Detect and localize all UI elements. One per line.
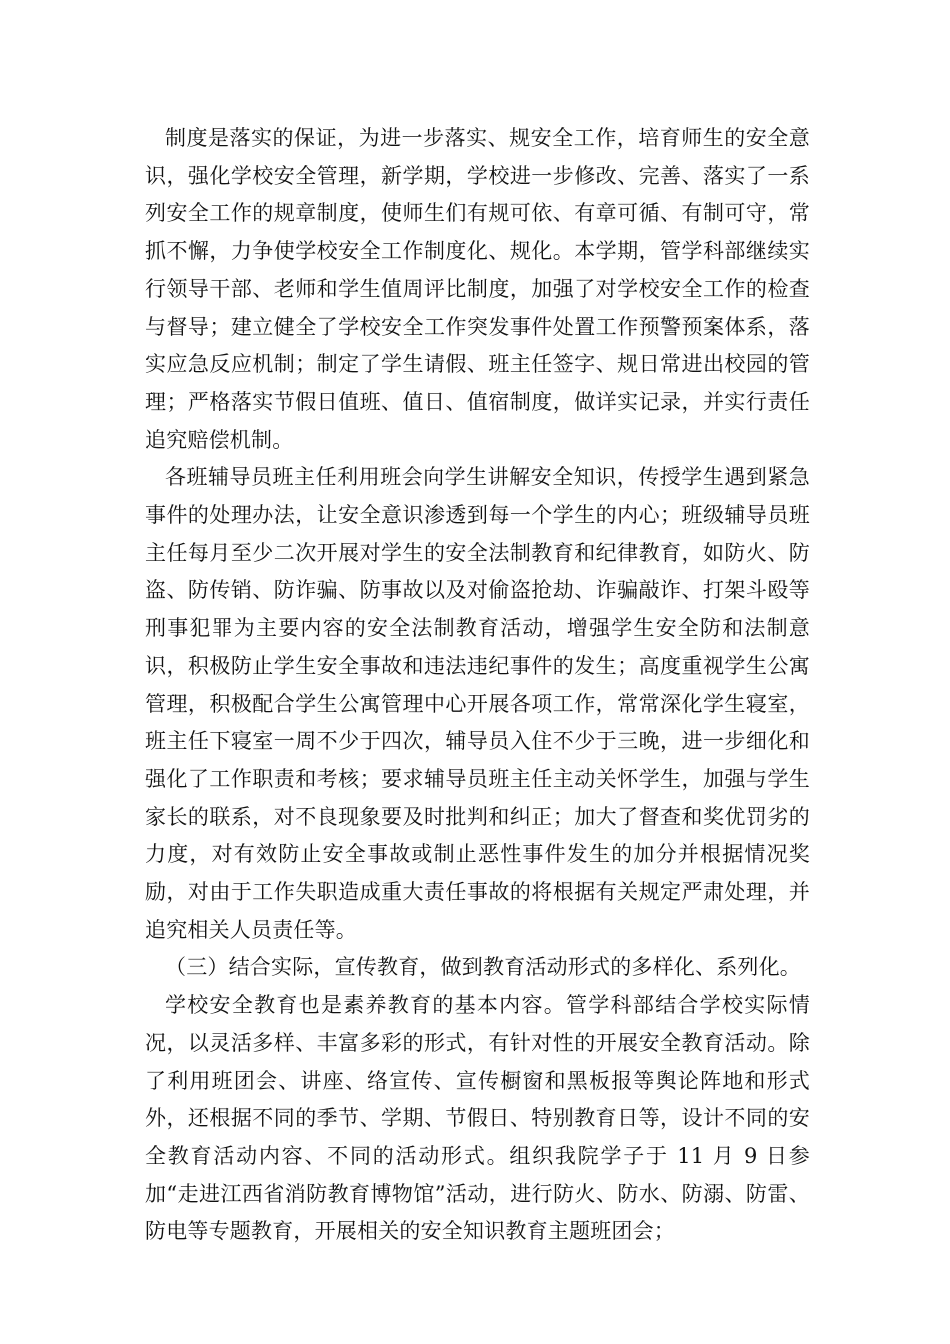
paragraph-class-education: 各班辅导员班主任利用班会向学生讲解安全知识，传授学生遇到紧急事件的处理办法，让安全意识渗透到每一个学生的内心；班级辅导员班主任每月至少二次开展对学生的安全法制教育和纪律教育，如防火、防盗、防传销、防诈骗、防事故以及对偷盗抢劫、诈骗敲诈、打架斗殴等刑事犯罪为主要内容的安全法制教育活动，增强学生安全防和法制意识，积极防止学生安全事故和违法违纪事件的发生；高度重视学生公寓管理，积极配合学生公寓管理中心开展各项工作，常常深化学生寝室，班主任下寝室一周不少于四次，辅导员入住不少于三晚，进一步细化和强化了工作职责和考核；要求辅导员班主任主动关怀学生，加强与学生家长的联系，对不良现象要及时批判和纠正；加大了督查和奖优罚劣的力度，对有效防止安全事故或制止恶性事件发生的加分并根据情况奖励，对由于工作失职造成重大责任事故的将根据有关规定严肃处理，并追究相关人员责任等。 <box>145 465 810 942</box>
paragraph-safety-regulations: 制度是落实的保证，为进一步落实、规安全工作，培育师生的安全意识，强化学校安全管理，新学期，学校进一步修改、完善、落实了一系列安全工作的规章制度，使师生们有规可依、有章可循、有制可守，常抓不懈，力争使学校安全工作制度化、规化。本学期，管学科部继续实行领导干部、老师和学生值周评比制度，加强了对学校安全工作的检查与督导；建立健全了学校安全工作突发事件处置工作预警预案体系，落实应急反应机制；制定了学生请假、班主任签字、规日常进出校园的管理；严格落实节假日值班、值日、值宿制度，做详实记录，并实行责任追究赔偿机制。 <box>145 126 810 452</box>
section-heading-three: （三）结合实际，宣传教育，做到教育活动形式的多样化、系列化。 <box>165 955 801 980</box>
paragraph-safety-education-activities: 学校安全教育也是素养教育的基本内容。管学科部结合学校实际情况，以灵活多样、丰富多彩的形式，有针对性的开展安全教育活动。除了利用班团会、讲座、络宣传、宣传橱窗和黑板报等舆论阵地和形式外，还根据不同的季节、学期、节假日、特别教育日等，设计不同的安全教育活动内容、不同的活动形式。组织我院学子于 11 月 9 日参加“走进江西省消防教育博物馆”活动，进行防火、防水、防溺、防雷、防电等专题教育，开展相关的安全知识教育主题班团会； <box>145 993 810 1244</box>
